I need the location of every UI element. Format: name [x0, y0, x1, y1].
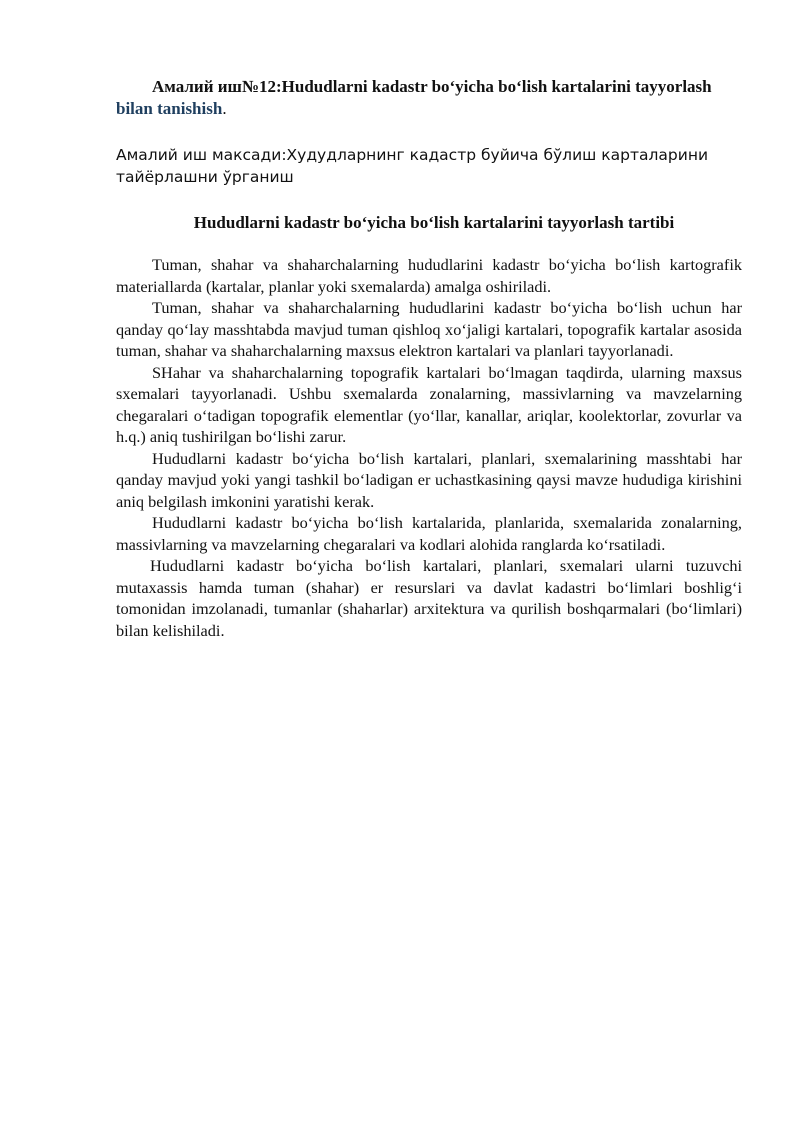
paragraph: Tuman, shahar va shaharchalarning hududlarini kadastr bo‘yicha bo‘lish uchun har qanday qo‘lay masshtabda mavjud tuman qishloq xo‘jaligi kartalari, topografik kartalar asosida tuman, shahar va shaharchalarning maxsus elektron kartalari va planlari tayyorlanadi.: [116, 298, 742, 360]
section-title: Hududlarni kadastr bo‘yicha bo‘lish kartalarini tayyorlash tartibi: [193, 213, 675, 232]
body-text: [116, 254, 742, 641]
work-purpose: Амалий иш максади:Худудларнинг кадастр буйича бўлиш карталарини тайёрлашни ўрганиш: [116, 146, 709, 186]
paragraph: Tuman, shahar va shaharchalarning hududlarini kadastr bo‘yicha bo‘lish kartografik materiallarda (kartalar, planlar yoki sxemalarda) amalga oshiriladi.: [116, 255, 742, 296]
paragraph: Hududlarni kadastr bo‘yicha bo‘lish kartalari, planlari, sxemalarining masshtabi har qanday mavjud yoki yangi tashkil bo‘ladigan er uchastkasining qaysi mavze hududiga kirishini aniq belgilash imkonini yaratishi kerak.: [116, 448, 742, 511]
document-heading: [116, 76, 742, 120]
heading-tail-text: bilan tanishish: [116, 99, 223, 118]
document-page: [116, 76, 742, 641]
heading-end-punctuation: .: [222, 99, 227, 118]
heading-main-text: Амалий иш№12:Hududlarni kadastr bo‘yicha bo‘lish kartalarini tayyorlash: [152, 77, 712, 96]
paragraph: Hududlarni kadastr bo‘yicha bo‘lish kartalarida, planlarida, sxemalarida zonalarning, massivlarning va mavzelarning chegaralari va kodlari alohida ranglarda ko‘rsatiladi.: [116, 513, 742, 554]
paragraph: Hududlarni kadastr bo‘yicha bo‘lish kartalari, planlari, sxemalari ularni tuzuvchi mutaxassis hamda tuman (shahar) er resurslari va davlat kadastri bo‘limlari boshlig‘i tomonidan imzolanadi, tumanlar (shaharlar) arxitektura va qurilish boshqarmalari (bo‘limlari) bilan kelishiladi.: [116, 556, 742, 640]
paragraph: SHahar va shaharchalarning topografik kartalari bo‘lmagan taqdirda, ularning maxsus sxemalari tayyorlanadi. Ushbu sxemalarda zonalarning, massivlarning va mavzelarning chegaralari o‘tadigan topografik elementlar (yo‘llar, kanallar, ariqlar, koolektorlar, zovurlar va h.q.) aniq tushirilgan bo‘lishi zarur.: [116, 362, 742, 446]
